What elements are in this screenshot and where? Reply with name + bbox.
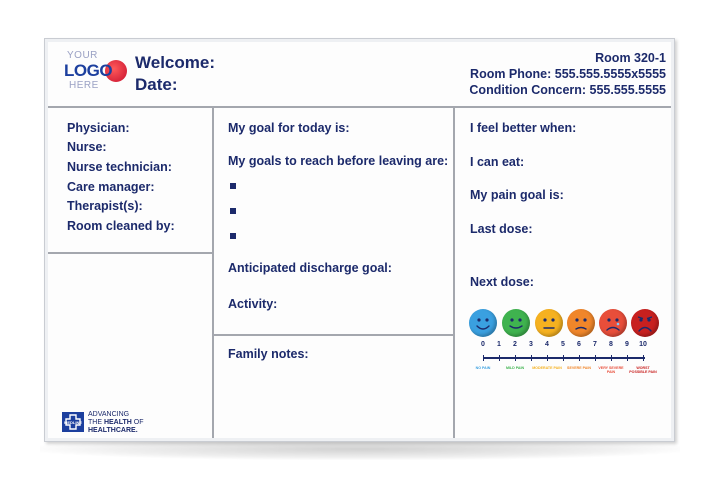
pain-level-label: MILD PAIN <box>505 366 525 370</box>
pain-goal-label: My pain goal is: <box>470 188 564 202</box>
pain-scale-tick <box>643 355 644 361</box>
worst-pain-face-icon <box>631 309 659 337</box>
tagline-line3: HEALTHCARE. <box>88 427 138 434</box>
goal-bullet-2 <box>230 208 236 214</box>
logo-your-text: YOUR <box>67 50 98 61</box>
condition-concern: Condition Concern: 555.555.5555 <box>469 83 666 97</box>
pain-scale-number: 2 <box>513 341 517 348</box>
pain-scale-tick <box>499 355 500 361</box>
pain-scale-number: 10 <box>639 341 647 348</box>
pain-scale-tick <box>611 355 612 361</box>
pain-scale-number: 0 <box>481 341 485 348</box>
physician-label: Physician: <box>67 121 130 135</box>
very-severe-pain-face-icon <box>599 309 627 337</box>
welcome-label: Welcome: <box>135 53 215 72</box>
column-divider-right <box>453 107 455 438</box>
tagline-the: THE <box>88 419 104 426</box>
date-label: Date: <box>135 75 178 94</box>
pain-scale-number: 6 <box>577 341 581 348</box>
care-manager-label: Care manager: <box>67 180 155 194</box>
room-number: Room 320-1 <box>595 51 666 65</box>
pain-level-label: MODERATE PAIN <box>532 366 562 370</box>
pain-scale-tick <box>531 355 532 361</box>
pain-scale-number: 1 <box>497 341 501 348</box>
tagline-line2 <box>88 419 144 427</box>
can-eat-label: I can eat: <box>470 155 525 169</box>
logo-here-text: HERE <box>69 80 99 91</box>
left-column-divider <box>48 252 213 254</box>
tagline-health: HEALTH <box>103 419 132 426</box>
pain-scale-tick <box>563 355 564 361</box>
family-notes-label: Family notes: <box>228 347 309 361</box>
header-divider <box>48 106 671 108</box>
pain-level-label: VERY SEVERE PAIN <box>598 366 624 374</box>
pain-scale-tick <box>483 355 484 361</box>
goal-bullet-3 <box>230 233 236 239</box>
middle-column-divider <box>213 334 454 336</box>
pain-scale-number: 5 <box>561 341 565 348</box>
pain-scale-number: 9 <box>625 341 629 348</box>
pain-scale-number: 4 <box>545 341 549 348</box>
room-phone: Room Phone: 555.555.5555x5555 <box>470 67 666 81</box>
pain-scale-line <box>483 357 645 359</box>
goal-bullet-1 <box>230 183 236 189</box>
moderate-pain-face-icon <box>535 309 563 337</box>
pain-scale-tick <box>547 355 548 361</box>
therapist-label: Therapist(s): <box>67 199 143 213</box>
pain-scale-tick <box>579 355 580 361</box>
medline-logo-icon <box>62 412 84 432</box>
pain-scale-tick <box>595 355 596 361</box>
last-dose-label: Last dose: <box>470 222 533 236</box>
next-dose-label: Next dose: <box>470 275 534 289</box>
discharge-goal-label: Anticipated discharge goal: <box>228 261 392 275</box>
pain-level-label: SEVERE PAIN <box>567 366 591 370</box>
mild-pain-face-icon <box>502 309 530 337</box>
room-cleaned-label: Room cleaned by: <box>67 219 175 233</box>
logo-main-text: LOGO <box>64 61 113 80</box>
pain-scale-number: 8 <box>609 341 613 348</box>
nurse-label: Nurse: <box>67 140 107 154</box>
pain-scale-number: 7 <box>593 341 597 348</box>
goal-today-label: My goal for today is: <box>228 121 350 135</box>
feel-better-label: I feel better when: <box>470 121 577 135</box>
no-pain-face-icon <box>469 309 497 337</box>
tagline-line1: ADVANCING <box>88 411 130 418</box>
tagline-of: OF <box>131 419 144 426</box>
activity-label: Activity: <box>228 297 278 311</box>
medline-brand-text: MEDLINE <box>64 420 82 425</box>
pain-level-label: NO PAIN <box>475 366 491 370</box>
pain-level-label: WORST POSSIBLE PAIN <box>629 366 657 374</box>
column-divider-left <box>212 107 214 438</box>
nurse-technician-label: Nurse technician: <box>67 160 172 174</box>
pain-scale-tick <box>515 355 516 361</box>
goals-before-leaving-label: My goals to reach before leaving are: <box>228 154 449 168</box>
patient-whiteboard <box>44 38 675 442</box>
pain-scale-number: 3 <box>529 341 533 348</box>
pain-scale-tick <box>627 355 628 361</box>
severe-pain-face-icon <box>567 309 595 337</box>
